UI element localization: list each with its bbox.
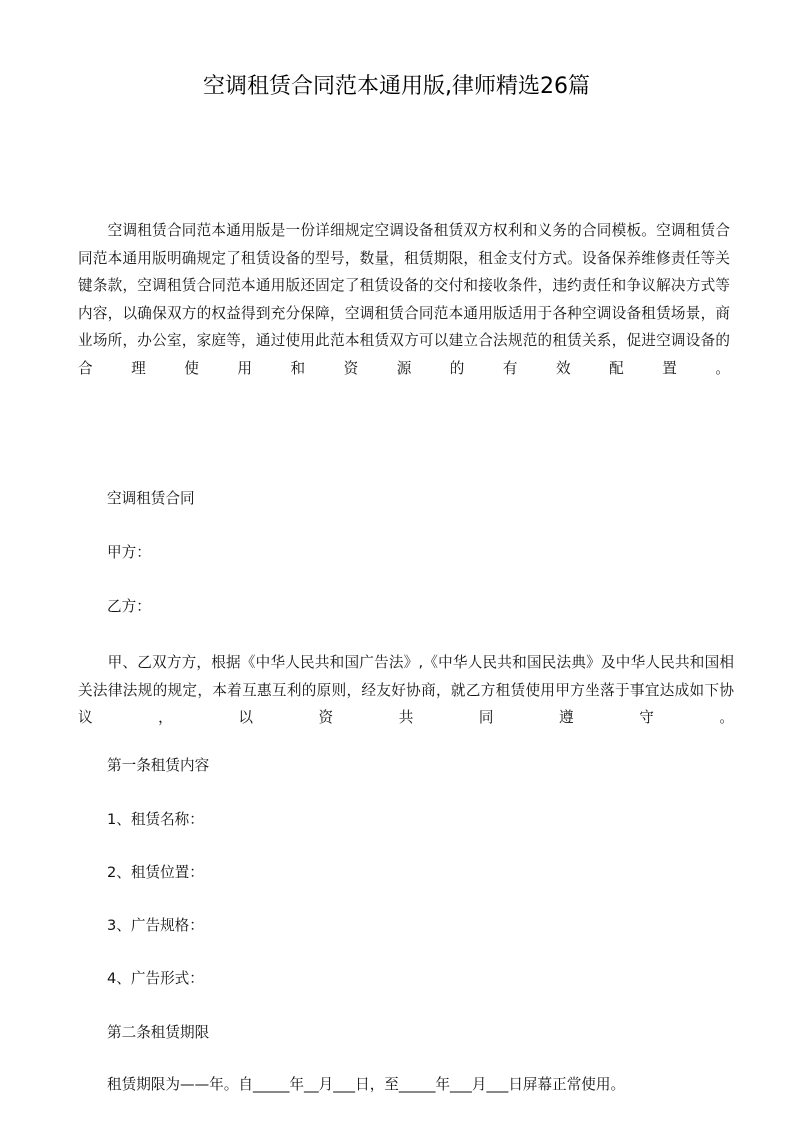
article-1-title: 第一条租赁内容 [107,757,210,774]
contract-heading: 空调租赁合同 [107,490,195,507]
preamble-paragraph: 甲、乙双方方，根据《中华人民共和国广告法》,《中华人民共和国民法典》及中华人民共和国相关法律法规的规定，本着互惠互利的原则，经友好协商，就乙方租赁使用甲方坐落于事宜达成如下协议，以资共同遵守。 [78,654,734,726]
item-1-rental-name: 1、租赁名称： [107,811,204,828]
item-3-ad-specification: 3、广告规格： [107,917,204,934]
party-b-label: 乙方： [107,598,151,615]
party-a-label: 甲方： [107,544,151,561]
page-title: 空调租赁合同范本通用版,律师精选26篇 [203,74,590,99]
intro-paragraph: 空调租赁合同范本通用版是一份详细规定空调设备租赁双方权利和义务的合同模板。空调租赁合同范本通用版明确规定了租赁设备的型号，数量，租赁期限，租金支付方式。设备保养维修责任等关键条款，空调租赁合同范本通用版还固定了租赁设备的交付和接收条件，违约责任和争议解决方式等内容，以确保双方的权益得到充分保障，空调租赁合同范本通用版适用于各种空调设备租赁场景，商业场所，办公室，家庭等，通过使用此范本租赁双方可以建立合法规范的租赁关系，促进空调设备的合理使用和资源的有效配置。 [78,222,730,377]
rental-term-line: 租赁期限为——年。自_____年__月___日，至_____年___月___日屏幕正常使用。 [107,1076,626,1093]
article-2-title: 第二条租赁期限 [107,1024,210,1041]
item-2-rental-location: 2、租赁位置： [107,864,204,881]
item-4-ad-form: 4、广告形式： [107,970,204,987]
